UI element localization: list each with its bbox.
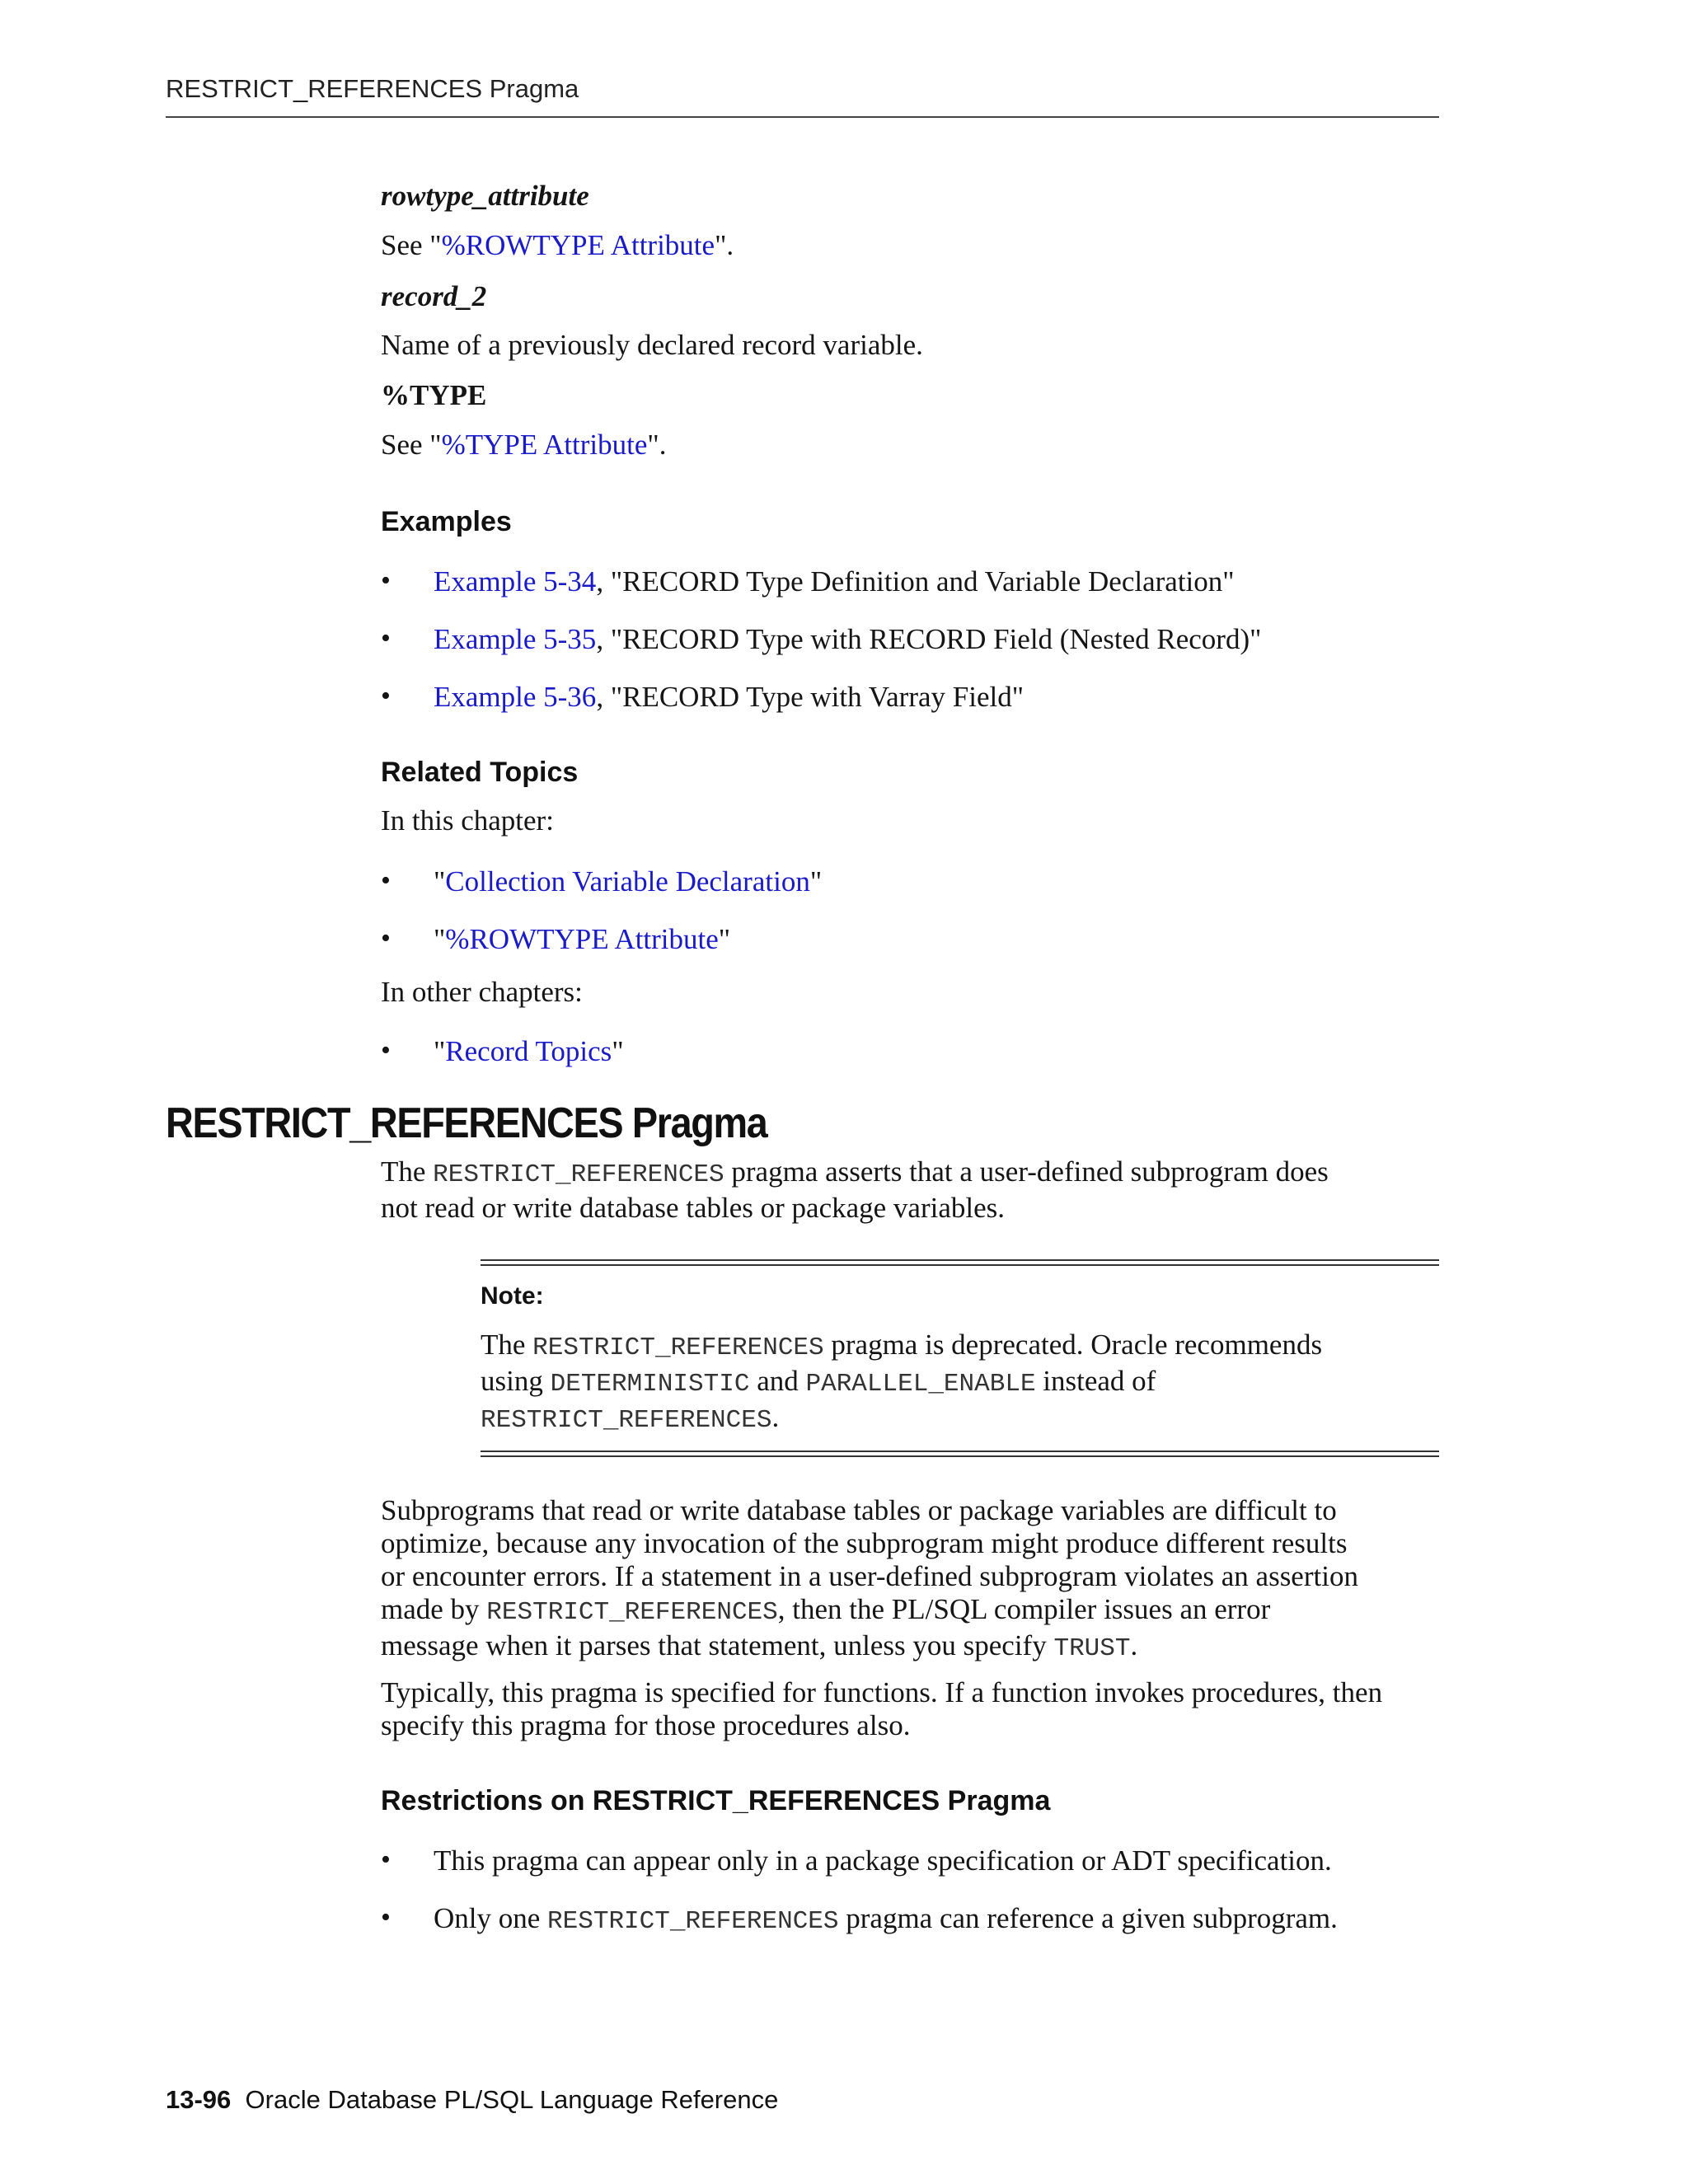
code-parallel-enable: PARALLEL_ENABLE (805, 1370, 1036, 1399)
term-type: %TYPE (381, 379, 487, 411)
note-body: The RESTRICT_REFERENCES pragma is deprecated. Oracle recommends using DETERMINISTIC and PARALLEL_ENABLE instead of RESTRICT_REFERENCES. (481, 1329, 1323, 1435)
bullet-icon: • (381, 623, 391, 654)
bullet-icon: • (381, 681, 391, 711)
code-restrict-references: RESTRICT_REFERENCES (486, 1598, 778, 1627)
paragraph-subprograms: Subprograms that read or write database tables or package variables are difficult to optimize, because any invocation of the subprogram might produce different results or encounter errors. If a statement in a user-defined subprogram violates an assertion made by RESTRICT_REFERENCES, then the PL/SQL compiler issues an error message when it parses that statement, unless you specify TRUST. (381, 1494, 1358, 1663)
bullet-icon: • (381, 1844, 391, 1875)
example-5-36-link[interactable]: Example 5-36 (434, 681, 597, 713)
note-top-rule (481, 1259, 1439, 1266)
section-intro (381, 1155, 1329, 1225)
code-restrict-references: RESTRICT_REFERENCES (433, 1160, 724, 1189)
examples-heading: Examples (381, 506, 512, 537)
see-prefix: See " (381, 429, 442, 461)
rowtype-attribute-link[interactable]: %ROWTYPE Attribute (441, 229, 715, 261)
definition-record-2: Name of a previously declared record variable. (381, 329, 923, 361)
example-text: , "RECORD Type with Varray Field" (596, 681, 1025, 713)
related-topics-heading: Related Topics (381, 757, 579, 788)
example-text: , "RECORD Type Definition and Variable Declaration" (596, 565, 1235, 598)
bullet-icon: • (381, 923, 391, 954)
bullet-icon: • (381, 565, 391, 596)
page-footer (166, 2085, 778, 2115)
term-record-2: record_2 (381, 280, 487, 312)
type-attribute-link[interactable]: %TYPE Attribute (441, 429, 648, 461)
bullet-icon: • (381, 865, 391, 896)
code-restrict-references: RESTRICT_REFERENCES (532, 1333, 824, 1362)
intro-line-1: The RESTRICT_REFERENCES pragma asserts that a user-defined subprogram does (381, 1155, 1329, 1189)
intro-line-2: not read or write database tables or package variables. (381, 1192, 1006, 1224)
example-5-35-link[interactable]: Example 5-35 (434, 623, 597, 655)
note-label: Note: (481, 1282, 544, 1310)
section-heading: RESTRICT_REFERENCES Pragma (166, 1099, 767, 1147)
header-rule (166, 116, 1439, 118)
collection-variable-declaration-link[interactable]: Collection Variable Declaration (445, 865, 810, 898)
restrictions-heading: Restrictions on RESTRICT_REFERENCES Pragma (381, 1785, 1051, 1816)
code-deterministic: DETERMINISTIC (550, 1370, 750, 1399)
example-5-34-link[interactable]: Example 5-34 (434, 565, 597, 598)
example-text: , "RECORD Type with RECORD Field (Nested Record)" (596, 623, 1262, 655)
in-this-chapter-label: In this chapter: (381, 804, 554, 837)
running-header: RESTRICT_REFERENCES Pragma (166, 74, 579, 103)
see-prefix: See " (381, 229, 442, 261)
note-bottom-rule (481, 1451, 1439, 1457)
code-trust: TRUST (1053, 1634, 1131, 1663)
bullet-icon: • (381, 1902, 391, 1933)
book-title: Oracle Database PL/SQL Language Reference (245, 2085, 779, 2114)
rowtype-attribute-related-link[interactable]: %ROWTYPE Attribute (445, 923, 719, 955)
paragraph-typically: Typically, this pragma is specified for functions. If a function invokes procedures, then specify this pragma for those procedures also. (381, 1676, 1383, 1741)
record-topics-link[interactable]: Record Topics (445, 1035, 612, 1067)
term-rowtype-attribute: rowtype_attribute (381, 180, 589, 212)
code-restrict-references: RESTRICT_REFERENCES (547, 1907, 839, 1936)
code-restrict-references: RESTRICT_REFERENCES (481, 1406, 772, 1435)
see-suffix: ". (715, 229, 734, 261)
definition-rowtype-attribute (381, 229, 734, 262)
definition-type (381, 429, 666, 462)
bullet-icon: • (381, 1035, 391, 1066)
page-number: 13-96 (166, 2085, 232, 2114)
see-suffix: ". (647, 429, 667, 461)
in-other-chapters-label: In other chapters: (381, 976, 583, 1008)
